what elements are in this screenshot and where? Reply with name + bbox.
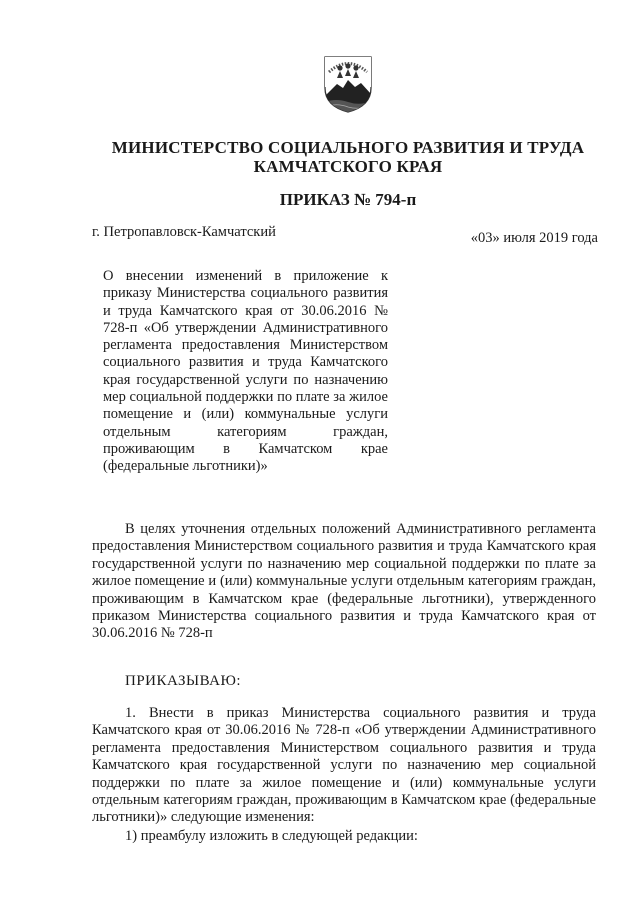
ministry-name-line2: КАМЧАТСКОГО КРАЯ xyxy=(253,157,443,176)
order-item-1: 1. Внести в приказ Министерства социального развития и труда Камчатского края от 30.06.2016 № 728-п «Об утверждении Административного регламента предоставления Министерством социального развития и труда Камчатского края государственной услуги по назначению мер социальной поддержки по плате за жилое помещение и (или) коммунальные услуги отдельным категориям граждан, проживающим в Камчатском крае (федеральные льготники)» следующие изменения: xyxy=(92,705,596,826)
city: г. Петропавловск-Камчатский xyxy=(92,224,276,240)
preamble-paragraph: В целях уточнения отдельных положений Административного регламента предоставления Министерством социального развития и труда Камчатского края государственной услуги по назначению мер социальной поддержки по плате за жилое помещение и (или) коммунальные услуги отдельным категориям граждан, проживающим в Камчатском крае (федеральные льготники), утвержденного приказом Министерства социального развития и труда Камчатского края от 30.06.2016 № 728-п xyxy=(92,521,596,642)
kamchatka-coat-of-arms-icon xyxy=(321,54,375,114)
orders-word: ПРИКАЗЫВАЮ: xyxy=(125,673,242,689)
order-date: «03» июля 2019 года xyxy=(470,230,598,246)
ministry-name xyxy=(80,138,616,176)
ministry-name-line1: МИНИСТЕРСТВО СОЦИАЛЬНОГО РАЗВИТИЯ И ТРУДА xyxy=(111,138,585,157)
order-subject: О внесении изменений в приложение к приказу Министерства социального развития и труда Камчатского края от 30.06.2016 № 728-п «Об утверждении Административного регламента предоставления Министерством социального развития и труда Камчатского края государственной услуги по назначению мер социальной поддержки по плате за жилое помещение и (или) коммунальные услуги отдельным категориям граждан, проживающим в Камчатском крае (федеральные льготники)» xyxy=(103,268,388,475)
order-item-1-subitem-1: 1) преамбулу изложить в следующей редакции: xyxy=(125,828,418,844)
order-title: ПРИКАЗ № 794-п xyxy=(279,190,417,209)
